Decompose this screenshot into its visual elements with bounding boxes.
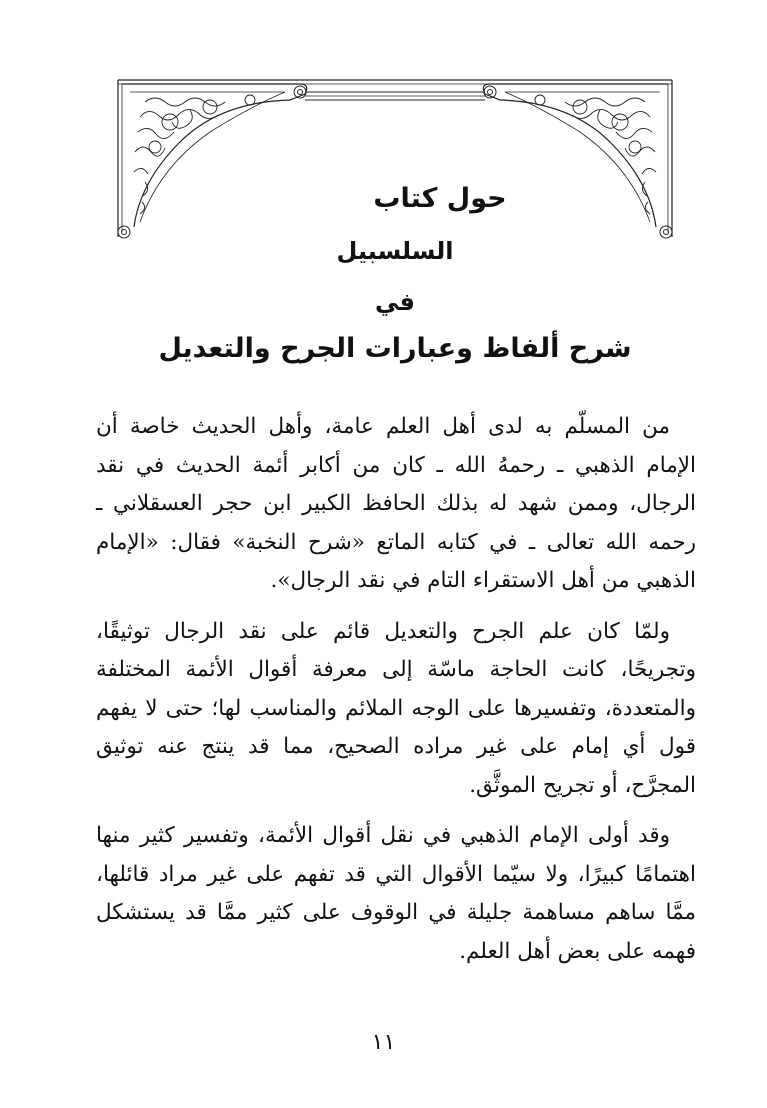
left-corner-ornament — [118, 80, 307, 238]
page-number: ١١ — [371, 1030, 396, 1055]
title-line-1: حول كتاب — [373, 183, 507, 214]
paragraph-2: ولمّا كان علم الجرح والتعديل قائم على نقد الرجال توثيقًا، وتجريحًا، كانت الحاجة ماسّة إلى معرفة أقوال الأئمة المختلفة والمتعددة، وتفسيرها على الوجه الملائم والمناسب لها؛ حتى لا يفهم قول أي إمام على غير مراده الصحيح، مما قد ينتج عنه توثيق المجرَّح، أو تجريح الموثَّق. — [96, 618, 696, 798]
paragraph-1: من المسلّم به لدى أهل العلم عامة، وأهل الحديث خاصة أن الإمام الذهبي ـ رحمهُ الله ـ كان من أكابر أئمة الحديث في نقد الرجال، وممن شهد له بذلك الحافظ الكبير ابن حجر العسقلاني ـ رحمه الله تعالى ـ في كتابه الماتع «شرح النخبة» فقال: «الإمام الذهبي من أهل الاستقراء التام في نقد الرجال». — [96, 414, 696, 593]
body-text — [96, 408, 696, 983]
title-line-2: السلسبيل — [336, 237, 454, 265]
right-corner-ornament — [483, 80, 672, 238]
ornamental-frame — [100, 62, 690, 252]
paragraph-3: وقد أولى الإمام الذهبي في نقل أقوال الأئمة، وتفسير كثير منها اهتمامًا كبيرًا، ولا سيّما الأقوال التي قد تفهم على غير مراد قائلها، ممَّا ساهم مساهمة جليلة في الوقوف على كثير ممَّا قد يستشكل فهمه على بعض أهل العلم. — [96, 823, 696, 964]
title-line-4: شرح ألفاظ وعبارات الجرح والتعديل — [158, 333, 632, 364]
title-line-3: في — [375, 288, 415, 316]
